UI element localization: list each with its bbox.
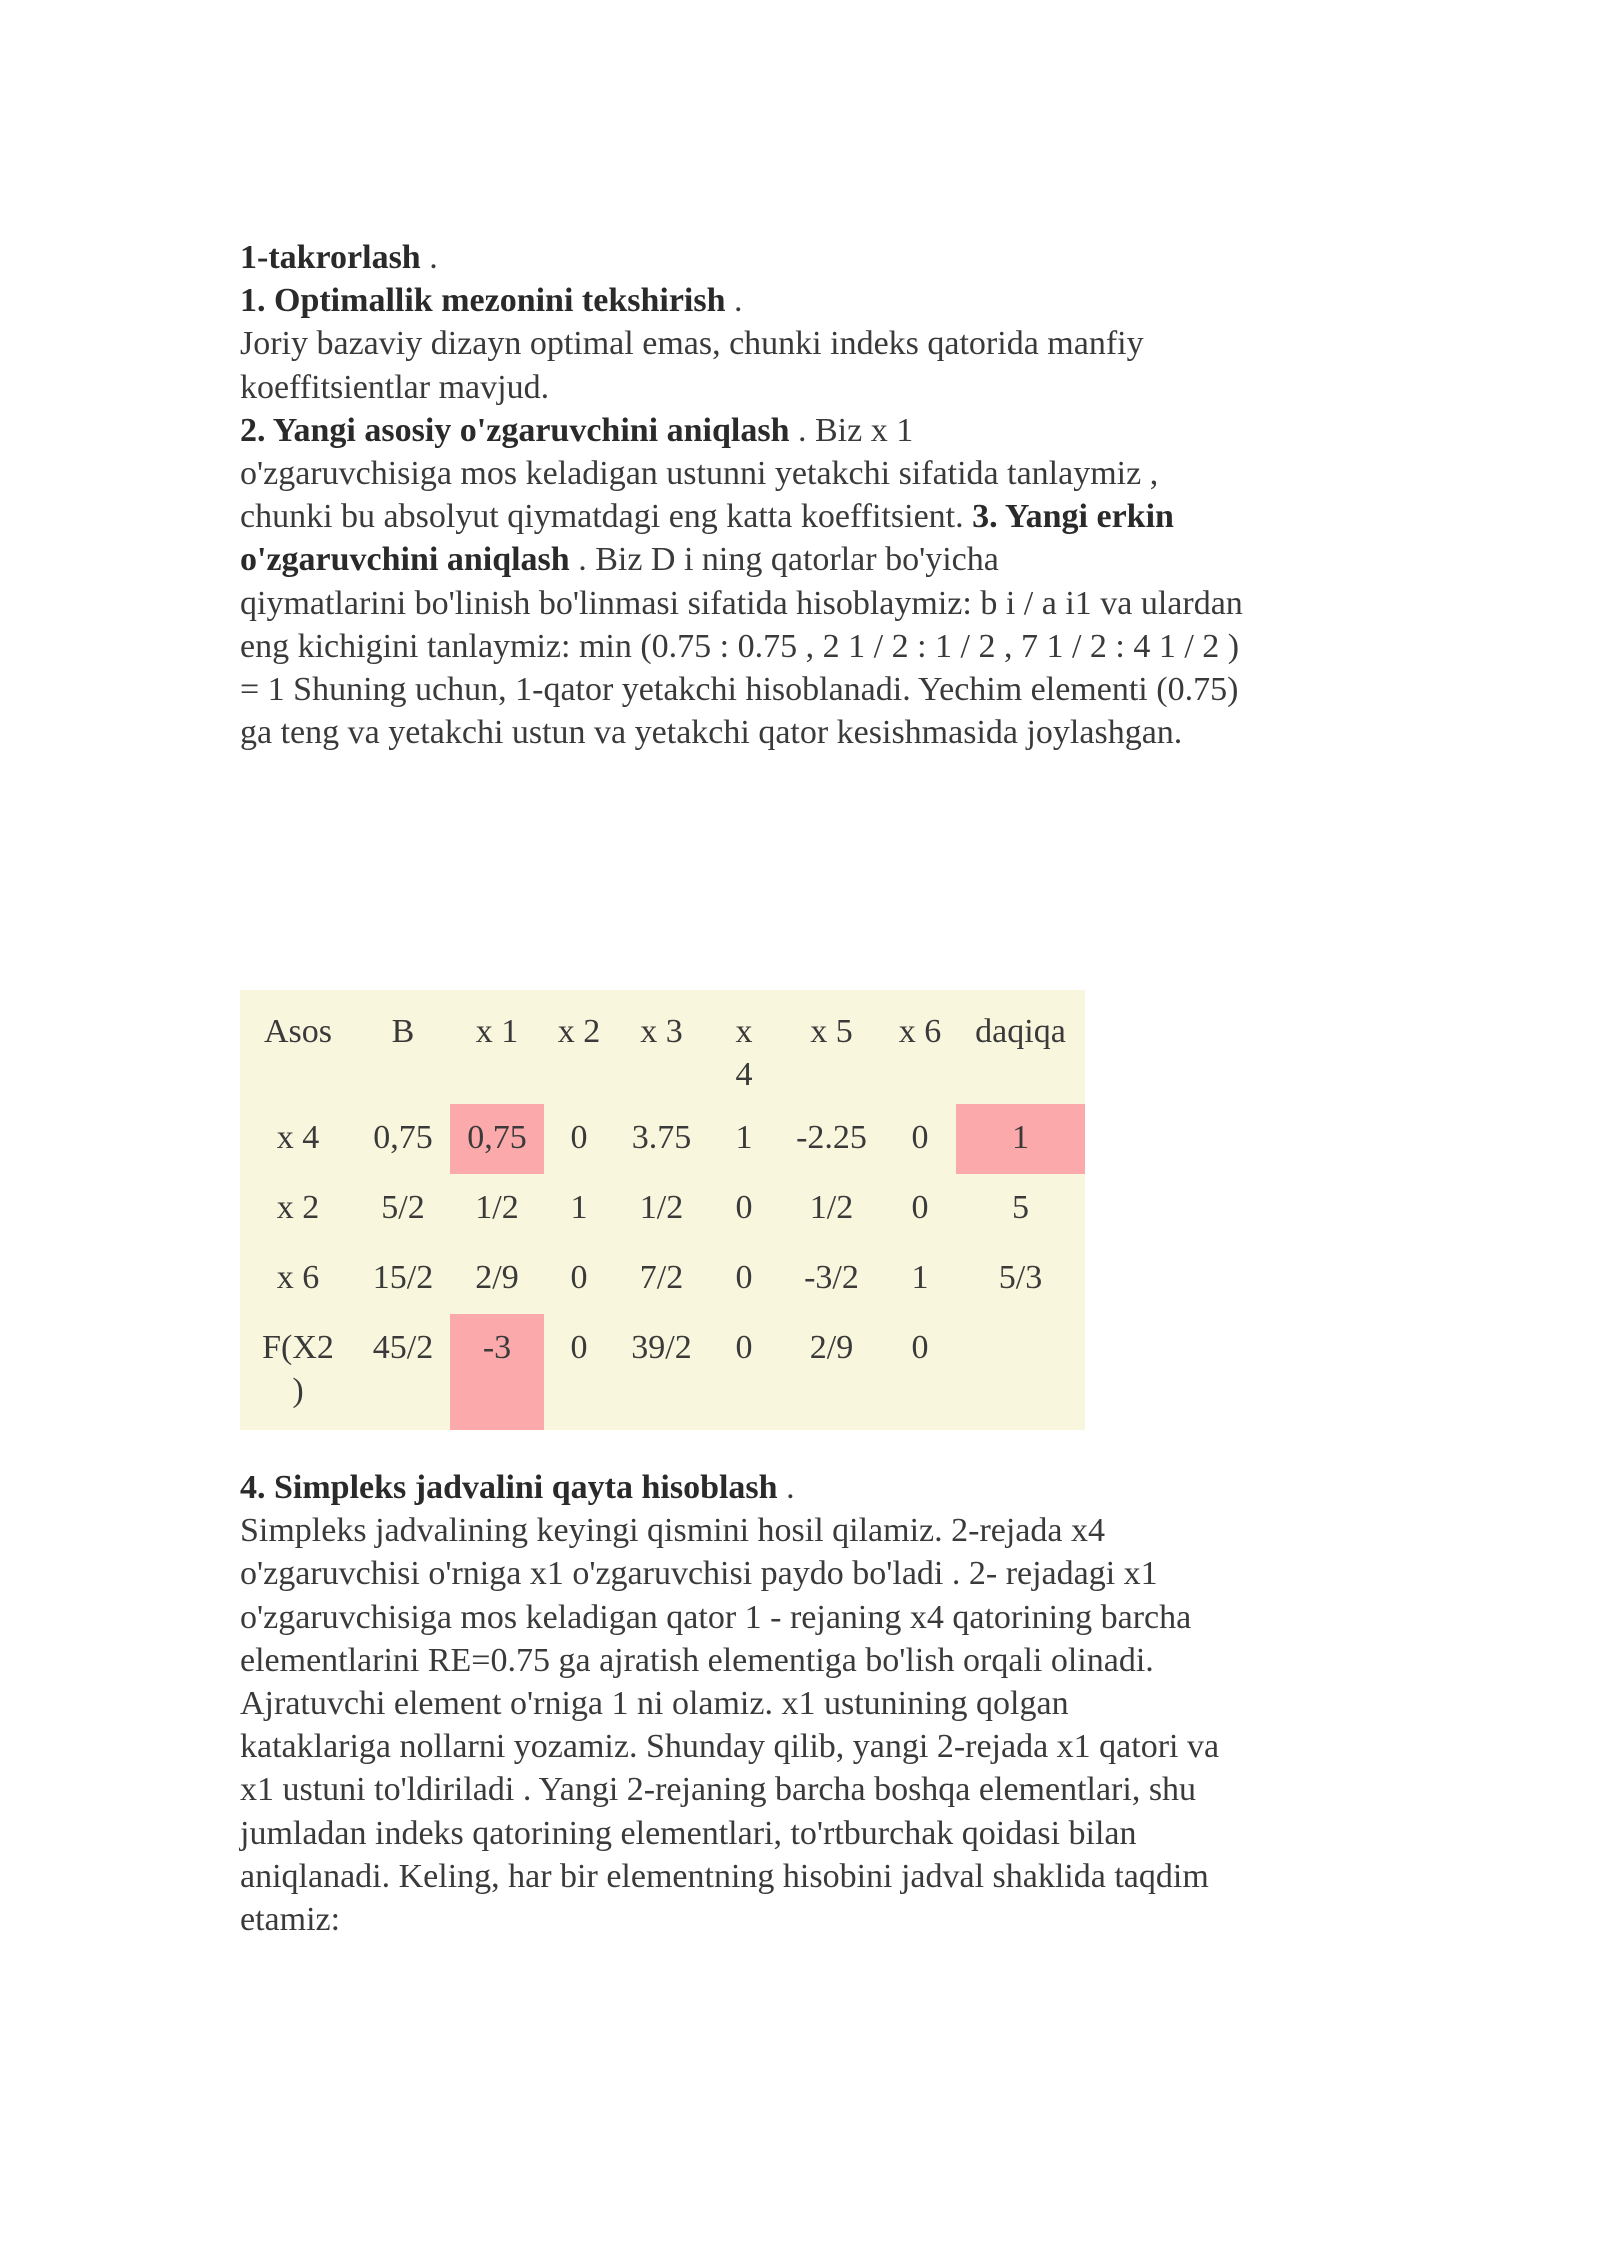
simplex-table-container [240, 990, 1085, 1430]
table-cell: 0 [735, 1329, 753, 1366]
table-cell: 1/2 [809, 1189, 854, 1226]
column-header: x 6 [898, 1013, 942, 1050]
step3-text-line: ga teng va yetakchi ustun va yetakchi qator kesishmasida joylashgan. [240, 714, 1183, 752]
table-cell: 0 [911, 1329, 929, 1366]
step4-text-line: o'zgaruvchisiga mos keladigan qator 1 - rejaning x4 qatorining barcha [240, 1598, 1192, 1636]
table-cell: 0 [570, 1119, 588, 1156]
step1-text-line: koeffitsientlar mavjud. [240, 368, 550, 406]
iteration-heading: 1-takrorlash [240, 239, 421, 276]
step3-title-line: o'zgaruvchini aniqlash . Biz D i ning qatorlar bo'yicha [240, 541, 999, 579]
step4-text-line: Ajratuvchi element o'rniga 1 ni olamiz. x1 ustunining qolgan [240, 1685, 1069, 1723]
step1-text-line: Joriy bazaviy dizayn optimal emas, chunki indeks qatorida manfiy [240, 325, 1144, 363]
step4-text-line: Simpleks jadvalining keyingi qismini hosil qilamiz. 2-rejada x4 [240, 1512, 1105, 1550]
basis-cell: x 6 [276, 1259, 320, 1296]
basis-cell: x 2 [276, 1189, 320, 1226]
table-cell: 0 [911, 1119, 929, 1156]
step3-text-line: qiymatlarini bo'linish bo'linmasi sifatida hisoblaymiz: b i / a i1 va ulardan [240, 584, 1243, 622]
column-header: x 5 [810, 1013, 853, 1050]
step4-title: 4. Simpleks jadvalini qayta hisoblash [240, 1469, 778, 1506]
step2-title: 2. Yangi asosiy o'zgaruvchini aniqlash [240, 411, 790, 449]
table-cell: 1 [570, 1189, 588, 1226]
iteration-heading-line: 1-takrorlash . [240, 239, 438, 276]
column-header: Asos [263, 1013, 333, 1050]
step3-title: 3. Yangi erkin [972, 498, 1174, 536]
step1-title: 1. Optimallik mezonini tekshirish [240, 282, 726, 320]
step1-title-line: 1. Optimallik mezonini tekshirish . [240, 282, 743, 320]
min-ratio-cell: 1 [956, 1104, 1085, 1174]
table-row [240, 1244, 1085, 1314]
table-cell: 7/2 [639, 1259, 684, 1296]
step4-text-line: kataklariga nollarni yozamiz. Shunday qilib, yangi 2-rejada x1 qatori va [240, 1728, 1220, 1766]
table-cell: 5 [1012, 1189, 1029, 1226]
step2-text-line: chunki bu absolyut qiymatdagi eng katta koeffitsient. 3. Yangi erkin [240, 498, 1174, 536]
table-cell: 5/2 [381, 1189, 425, 1226]
table-cell: 1/2 [475, 1189, 519, 1226]
step4-text-line: jumladan indeks qatorining elementlari, to'rtburchak qoidasi bilan [240, 1814, 1137, 1852]
table-header-row [240, 990, 1085, 1104]
column-header: x 4 [735, 1013, 753, 1093]
table-cell: 1/2 [639, 1189, 684, 1226]
step4-text-line: aniqlanadi. Keling, har bir elementning hisobini jadval shaklida taqdim [240, 1857, 1209, 1895]
step4-text-line: elementlarini RE=0.75 ga ajratish elementiga bo'lish orqali olinadi. [240, 1641, 1154, 1679]
table-cell: 0 [911, 1189, 929, 1226]
step3-text-line: = 1 Shuning uchun, 1-qator yetakchi hisoblanadi. Yechim elementi (0.75) [240, 671, 1239, 709]
iteration-section [240, 236, 1360, 754]
table-cell: 5/3 [998, 1259, 1043, 1296]
table-row [240, 1104, 1085, 1174]
index-row-label: F(X2 ) [262, 1329, 334, 1409]
step4-title-line: 4. Simpleks jadvalini qayta hisoblash . [240, 1469, 795, 1506]
table-cell: 1 [911, 1259, 929, 1296]
column-header: x 3 [640, 1013, 683, 1050]
table-cell: 1 [735, 1119, 753, 1156]
table-cell: 3.75 [631, 1119, 692, 1156]
leading-column-index-cell: -3 [450, 1314, 544, 1430]
pivot-element-cell: 0,75 [450, 1104, 544, 1174]
recalculation-section [240, 1466, 1360, 1941]
simplex-table [240, 990, 1085, 1430]
table-cell: 45/2 [372, 1329, 434, 1366]
table-cell: -3/2 [804, 1259, 859, 1296]
table-cell: 2/9 [475, 1259, 519, 1296]
table-cell: 2/9 [809, 1329, 854, 1366]
step2-title-line: 2. Yangi asosiy o'zgaruvchini aniqlash . Biz x 1 [240, 411, 914, 449]
table-cell: 0 [735, 1189, 753, 1226]
table-row [240, 1174, 1085, 1244]
table-cell: 39/2 [631, 1329, 692, 1366]
column-header: x 2 [557, 1013, 601, 1050]
step4-text-line: x1 ustuni to'ldiriladi . Yangi 2-rejaning barcha boshqa elementlari, shu [240, 1771, 1197, 1809]
table-cell: 0 [735, 1259, 753, 1296]
step2-text-line: o'zgaruvchisiga mos keladigan ustunni yetakchi sifatida tanlaymiz , [240, 455, 1159, 493]
step4-text-line: o'zgaruvchisi o'rniga x1 o'zgaruvchisi paydo bo'ladi . 2- rejadagi x1 [240, 1555, 1158, 1593]
table-cell: 0 [570, 1259, 588, 1296]
column-header: x 1 [475, 1013, 519, 1050]
table-cell: 0,75 [373, 1119, 433, 1156]
step3-title: o'zgaruvchini aniqlash [240, 541, 570, 579]
step4-text-line: etamiz: [240, 1901, 341, 1939]
column-header: B [391, 1013, 415, 1050]
table-cell: 0 [570, 1329, 588, 1366]
index-row [240, 1314, 1085, 1430]
table-cell: -2.25 [796, 1119, 867, 1156]
table-cell [956, 1314, 1085, 1430]
column-header: daqiqa [975, 1013, 1066, 1050]
step3-text-line: eng kichigini tanlaymiz: min (0.75 : 0.75 , 2 1 / 2 : 1 / 2 , 7 1 / 2 : 4 1 / 2 ) [240, 627, 1240, 665]
basis-cell: x 4 [276, 1119, 320, 1156]
table-cell: 15/2 [372, 1259, 434, 1296]
